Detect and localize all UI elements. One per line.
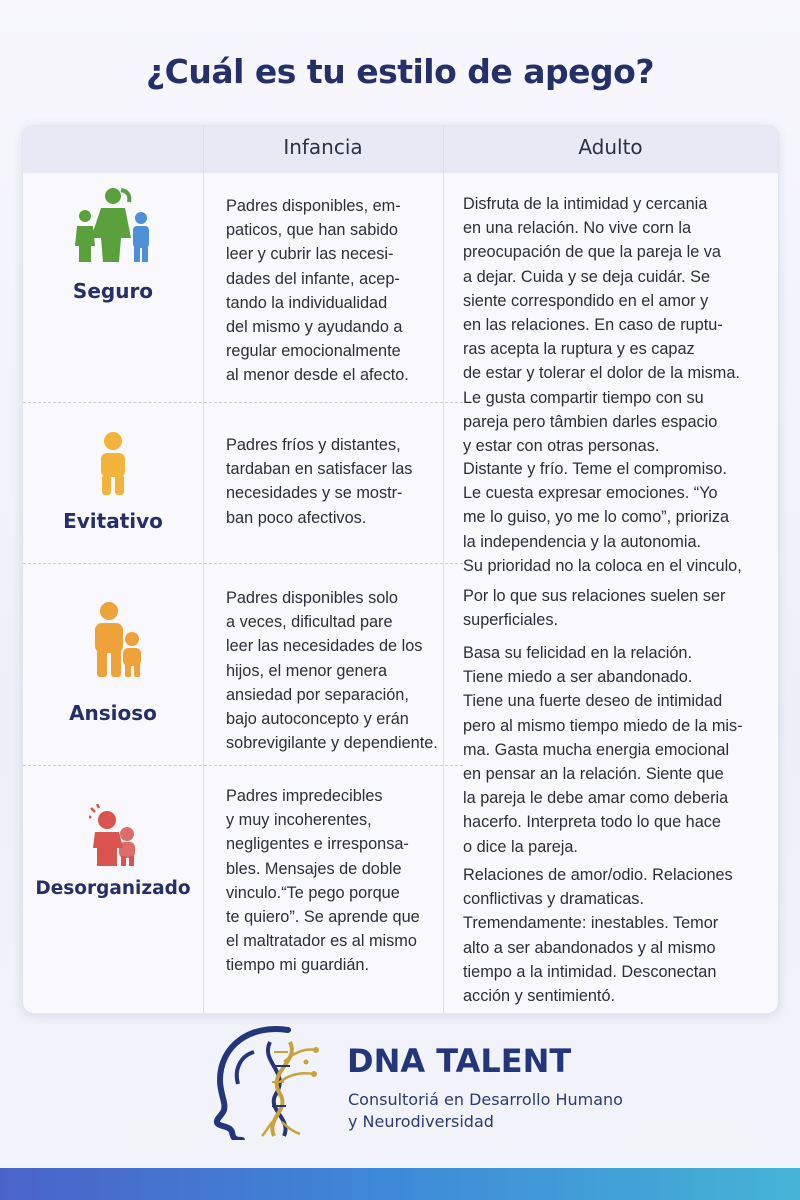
brand-name: DNA TALENT <box>347 1042 572 1080</box>
brand-subtitle <box>348 1089 623 1133</box>
column-header-infancia: Infancia <box>283 135 363 159</box>
parent-child-icon <box>87 601 149 681</box>
dna-head-logo-icon <box>210 1022 340 1140</box>
evitativo-adulto-text: Distante y frío. Teme el compromiso. Le cuesta expresar emociones. “Yo me lo guiso, yo me lo como”, prioriza la independencia y la autonomia. Su prioridad no la coloca en el vinculo, <box>463 460 742 575</box>
row-separator <box>23 563 463 564</box>
seguro-infancia-text: Padres disponibles, em- paticos, que han sabido leer y cubrir las necesi- dades del infante, acep- tando la individualidad del mismo y ayudando a regular emocionalmente al menor desde el afecto. <box>226 197 409 385</box>
desorganizado-infancia-text: Padres impredecibles y muy incoherentes, negligentes e irresponsa- bles. Mensajes de doble vinculo.“Te pego porque te quiero”. Se aprende que el maltratador es al mismo tiempo mi guardián. <box>226 787 420 975</box>
attachment-table <box>22 125 779 1014</box>
conflict-icon <box>89 804 141 868</box>
footer-band <box>0 1168 800 1200</box>
row-label-ansioso: Ansioso <box>69 701 157 725</box>
brand-subtitle-line2: y Neurodiversidad <box>348 1112 494 1131</box>
row-label-evitativo: Evitativo <box>63 509 163 533</box>
row-label-desorganizado: Desorganizado <box>35 878 191 899</box>
column-header-adulto: Adulto <box>578 135 643 159</box>
brand-subtitle-line1: Consultoriá en Desarrollo Humano <box>348 1090 623 1109</box>
family-icon <box>71 186 155 266</box>
row-separator <box>23 765 463 766</box>
row-label-seguro: Seguro <box>72 279 154 303</box>
child-icon <box>93 431 133 497</box>
evitativo-adulto-continuation: Por lo que sus relaciones suelen ser superficiales. <box>463 587 726 630</box>
ansioso-infancia-text: Padres disponibles solo a veces, dificultad pare leer las necesidades de los hijos, el menor genera ansiedad por separación, bajo autoconcepto y erán sobrevigilante y dependiente. <box>226 589 438 753</box>
evitativo-infancia-text: Padres fríos y distantes, tardaban en satisfacer las necesidades y se mostr- ban poco afectivos. <box>226 436 413 527</box>
ansioso-adulto-text: Basa su felicidad en la relación. Tiene miedo a ser abandonado. Tiene una fuerte deseo de intimidad pero al mismo tiempo miedo de la mis- ma. Gasta mucha energia emocional en pensar an la relación. Siente que la pareja le debe amar como deberia hacerfo. Interpreta todo lo que hace o dice la pareja. <box>463 644 743 856</box>
desorganizado-adulto-text: Relaciones de amor/odio. Relaciones conflictivas y dramaticas. Tremendamente: inestables. Temor alto a ser abandonados y al mismo tiempo a la intimidad. Desconectan acción y sentimientó. <box>463 866 733 1006</box>
column-divider <box>203 126 204 1013</box>
seguro-adulto-text: Disfruta de la intimidad y cercania en una relación. No vive corn la preocupación de que la pareja le va a dejar. Cuida y se deja cuidár. Se siente correspondido en el amor y en las relaciones. En caso de ruptu- ras acepta la ruptura y es capaz de estar y tolerar el dolor de la misma. Le gusta compartir tiempo con su pareja pero tâmbien darles espacio y estar con otras personas. <box>463 195 740 456</box>
page-title: ¿Cuál es tu estilo de apego? <box>146 52 654 91</box>
row-separator <box>23 402 463 403</box>
column-divider <box>443 126 444 1013</box>
